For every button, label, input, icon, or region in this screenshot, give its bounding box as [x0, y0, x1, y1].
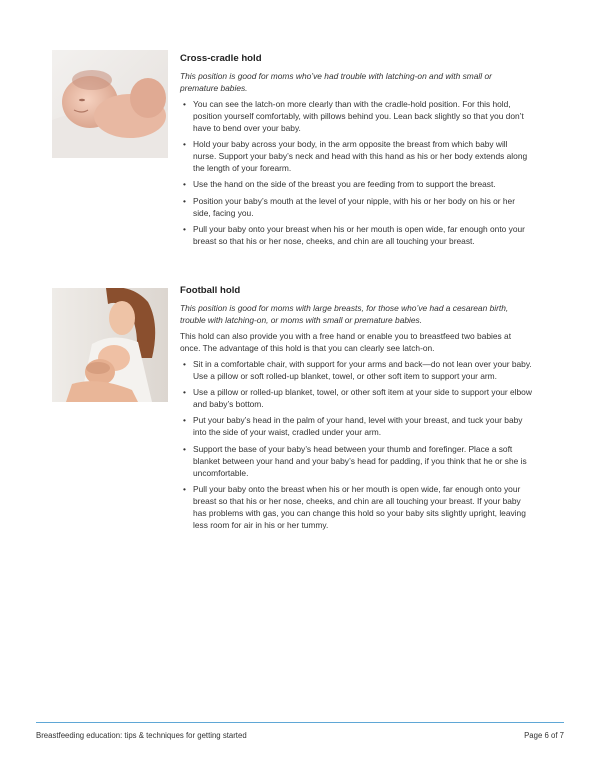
list-item: • Hold your baby across your body, in the arm opposite the breast from which baby will nurse. Support your baby’s neck and head with this hand as his or her body extends along the length of your forearm.: [180, 138, 532, 174]
mother-baby-image: [52, 288, 168, 402]
list-item: • Sit in a comfortable chair, with support for your arms and back—do not lean over your baby. Use a pillow or soft rolled-up blanket, towel, or other soft item to support your arm.: [180, 358, 532, 382]
list-item: • Pull your baby onto the breast when his or her mouth is open wide, far enough onto your breast so that his or her nose, cheeks, and chin are all touching your breast. If your baby has problems with gas, you can change this hold so your baby sits slightly upright, leaving less room for air in his or her tummy.: [180, 483, 532, 531]
cross-cradle-section: [180, 52, 532, 251]
footer-title: Breastfeeding education: tips & techniques for getting started: [36, 731, 247, 740]
list-item: • Use the hand on the side of the breast you are feeding from to support the breast.: [180, 178, 532, 190]
footer-divider: [36, 722, 564, 723]
football-hold-photo: [52, 288, 168, 402]
list-item: • Put your baby’s head in the palm of your hand, level with your breast, and tuck your baby into the side of your waist, cradled under your arm.: [180, 414, 532, 438]
bullet-list: [180, 98, 532, 247]
bullet-list: [180, 358, 532, 531]
cross-cradle-photo: [52, 50, 168, 158]
list-item: • Pull your baby onto your breast when his or her mouth is open wide, far enough onto your breast so that his or her nose, cheeks, and chin are all touching your breast.: [180, 223, 532, 247]
list-item: • Support the base of your baby’s head between your thumb and forefinger. Place a soft blanket between your hand and your baby’s head for padding, if you think that he or she is uncomfortable.: [180, 443, 532, 479]
list-item: • You can see the latch-on more clearly than with the cradle-hold position. For this hold, position yourself comfortably, with pillows behind you. Lean back slightly so that you don’t have to bend over your baby.: [180, 98, 532, 134]
football-hold-section: [180, 284, 532, 535]
section-intro: This position is good for moms who’ve had trouble with latching-on and with small or premature babies.: [180, 71, 492, 93]
list-item: • Use a pillow or rolled-up blanket, towel, or other soft item at your side to support your elbow and baby’s bottom.: [180, 386, 532, 410]
baby-closeup-image: [52, 50, 168, 158]
section-heading: Football hold: [180, 285, 241, 296]
section-heading: Cross-cradle hold: [180, 53, 262, 64]
page-number: Page 6 of 7: [524, 731, 564, 740]
section-paragraph: This hold can also provide you with a free hand or enable you to breastfeed two babies at once. The advantage of this hold is that you can clearly see latch-on.: [180, 331, 512, 353]
section-intro: This position is good for moms with large breasts, for those who’ve had a cesarean birth, trouble with latching-on, or moms with small or premature babies.: [180, 303, 509, 325]
list-item: • Position your baby’s mouth at the level of your nipple, with his or her body on his or her side, facing you.: [180, 195, 532, 219]
